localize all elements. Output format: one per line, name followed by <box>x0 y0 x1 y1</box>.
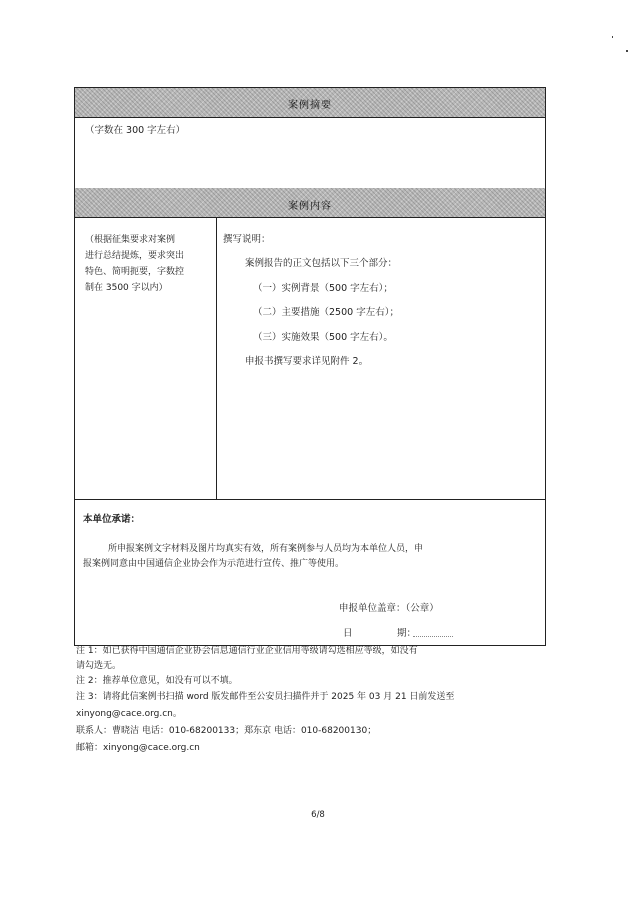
date-label-right: 期： <box>397 628 417 639</box>
contact-line: 联系人：曹晓洁 电话：010-68200133；郑东京 电话：010-68200130； <box>76 726 377 736</box>
abstract-section-title: 案例摘要 <box>288 100 332 111</box>
commitment-body-line-1: 所申报案例文字材料及图片均真实有效，所有案例参与人员均为本单位人员，申 <box>108 544 424 554</box>
scan-speck <box>612 36 613 38</box>
writing-instructions-intro: 案例报告的正文包括以下三个部分： <box>245 258 398 269</box>
note-1-line-2: 请勾选无。 <box>76 661 122 671</box>
note-3-line-1: 注 3：请将此信案例书扫描 word 版发邮件至公安员扫描件并于 2025 年 03 月 21 日前发送至 <box>76 692 455 702</box>
note-2: 注 2：推荐单位意见，如没有可以不填。 <box>76 676 238 686</box>
application-form-table <box>74 87 546 646</box>
content-section-header <box>75 188 545 217</box>
page-number: 6/8 <box>311 810 325 820</box>
commitment-body-line-2: 报案例同意由中国通信企业协会作为示范进行宣传、推广等使用。 <box>83 559 345 569</box>
content-hint-line-2: 进行总结提炼，要求突出 <box>85 251 185 261</box>
content-hint-line-1: （根据征集要求对案例 <box>85 235 176 245</box>
commitment-title: 本单位承诺： <box>83 514 141 525</box>
content-hint-line-4: 制在 3500 字以内） <box>85 283 168 293</box>
email-line: 邮箱：xinyong@cace.org.cn <box>76 743 200 753</box>
date-label-left: 日 <box>343 628 353 639</box>
date-field[interactable] <box>413 636 453 637</box>
writing-item-2: （二）主要措施（2500 字左右）； <box>253 307 399 318</box>
note-1-line-1: 注 1：如已获得中国通信企业协会信息通信行业企业信用等级请勾选相应等级，如没有 <box>76 646 418 656</box>
writing-item-3: （三）实施效果（500 字左右）。 <box>253 332 393 343</box>
scan-speck <box>626 50 628 52</box>
abstract-hint[interactable]: （字数在 300 字左右） <box>85 125 186 136</box>
abstract-section-header <box>75 88 545 117</box>
writing-item-1: （一）实例背景（500 字左右）； <box>253 283 393 294</box>
writing-note: 申报书撰写要求详见附件 2。 <box>245 356 369 367</box>
content-hint-line-3: 特色、简明扼要，字数控 <box>85 267 185 277</box>
content-section-title: 案例内容 <box>288 201 332 212</box>
seal-label: 申报单位盖章：（公章） <box>339 603 439 614</box>
writing-instructions-label: 撰写说明： <box>223 234 271 245</box>
note-3-email: xinyong@cace.org.cn。 <box>76 709 182 719</box>
